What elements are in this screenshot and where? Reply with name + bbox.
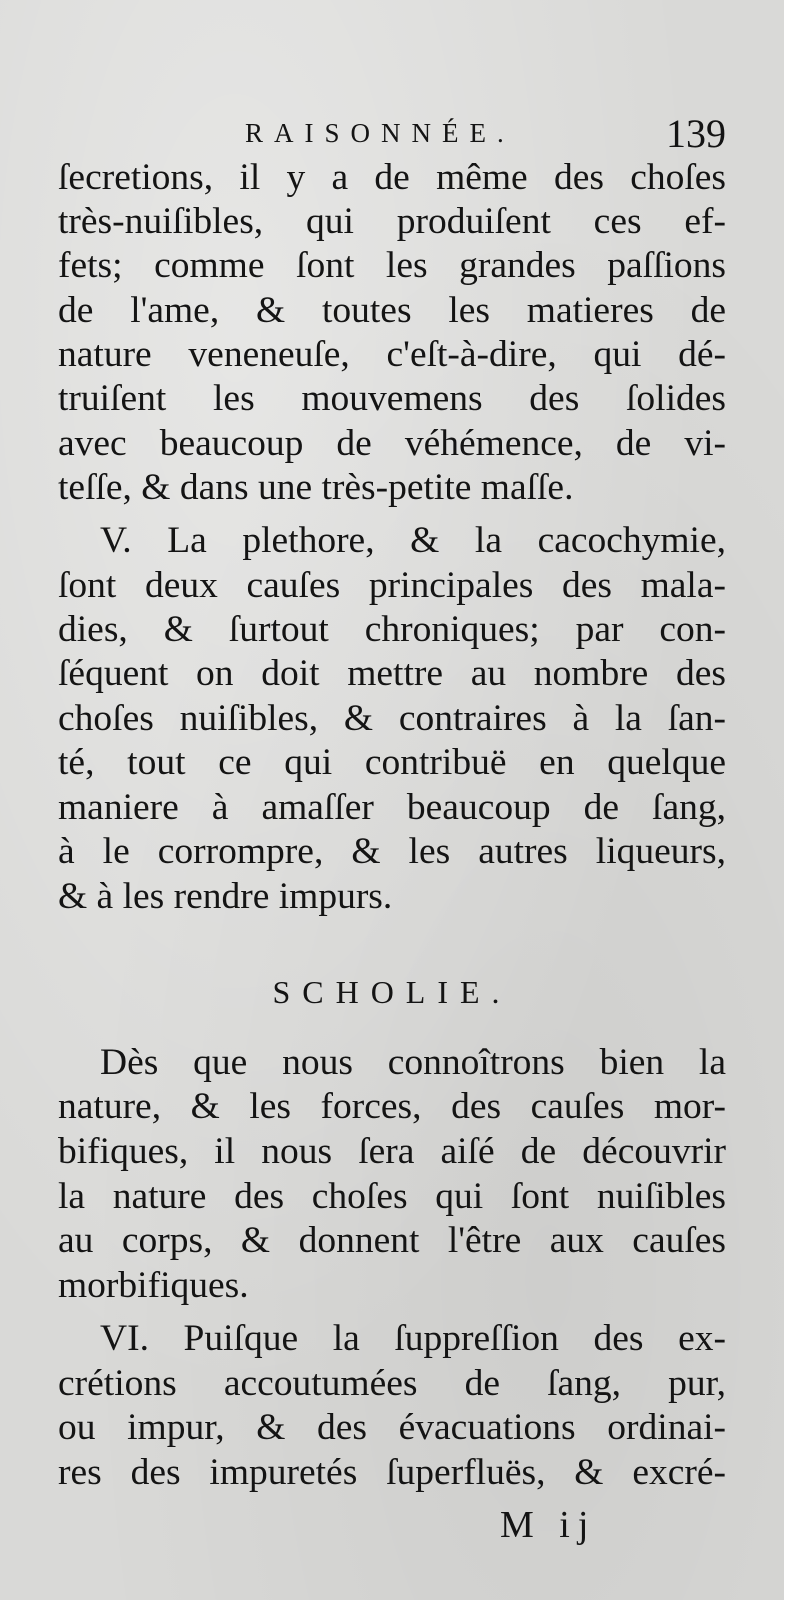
text-line: au corps, & donnent l'être aux cauſes bbox=[58, 1220, 726, 1261]
section-heading: SCHOLIE. bbox=[272, 974, 512, 1010]
text-line: de l'ame, & toutes les matieres de bbox=[58, 290, 726, 331]
page-margin bbox=[784, 0, 800, 1600]
text-line: crétions accoutumées de ſang, pur, bbox=[58, 1363, 726, 1404]
text-line: V. La plethore, & la cacochymie, bbox=[100, 520, 726, 561]
text-line: maniere à amaſſer beaucoup de ſang, bbox=[58, 787, 726, 828]
text-line: très-nuiſibles, qui produiſent ces ef- bbox=[58, 201, 726, 242]
page-number: 139 bbox=[666, 111, 726, 156]
text-line: teſſe, & dans une très-petite maſſe. bbox=[58, 467, 574, 508]
running-title: RAISONNÉE. bbox=[245, 118, 515, 148]
text-line: Dès que nous connoîtrons bien la bbox=[100, 1042, 726, 1083]
text-line: ſéquent on doit mettre au nombre des bbox=[58, 653, 726, 694]
page-header bbox=[0, 110, 784, 160]
text-line: fets; comme ſont les grandes paſſions bbox=[58, 245, 726, 286]
text-line: ſont deux cauſes principales des mala- bbox=[58, 565, 726, 606]
text-line: & à les rendre impurs. bbox=[58, 876, 393, 917]
text-line: nature veneneuſe, c'eſt-à-dire, qui dé- bbox=[58, 334, 726, 375]
text-line: té, tout ce qui contribuë en quelque bbox=[58, 742, 726, 783]
text-line: choſes nuiſibles, & contraires à la ſan- bbox=[58, 698, 726, 739]
text-line: la nature des choſes qui ſont nuiſibles bbox=[58, 1176, 726, 1217]
signature-mark: M ij bbox=[500, 1504, 597, 1546]
text-line: truiſent les mouvemens des ſolides bbox=[58, 378, 726, 419]
text-line: VI. Puiſque la ſuppreſſion des ex- bbox=[100, 1318, 726, 1359]
text-line: avec beaucoup de véhémence, de vi- bbox=[58, 423, 726, 464]
text-line: morbifiques. bbox=[58, 1265, 249, 1306]
text-line: dies, & ſurtout chroniques; par con- bbox=[58, 609, 726, 650]
text-line: nature, & les forces, des cauſes mor- bbox=[58, 1086, 726, 1127]
text-line: ou impur, & des évacuations ordinai- bbox=[58, 1407, 726, 1448]
text-line: ſecretions, il y a de même des choſes bbox=[58, 157, 726, 198]
text-line: à le corrompre, & les autres liqueurs, bbox=[58, 831, 726, 872]
text-line: bifiques, il nous ſera aiſé de découvrir bbox=[58, 1131, 726, 1172]
text-line: res des impuretés ſuperfluës, & excré- bbox=[58, 1452, 726, 1493]
